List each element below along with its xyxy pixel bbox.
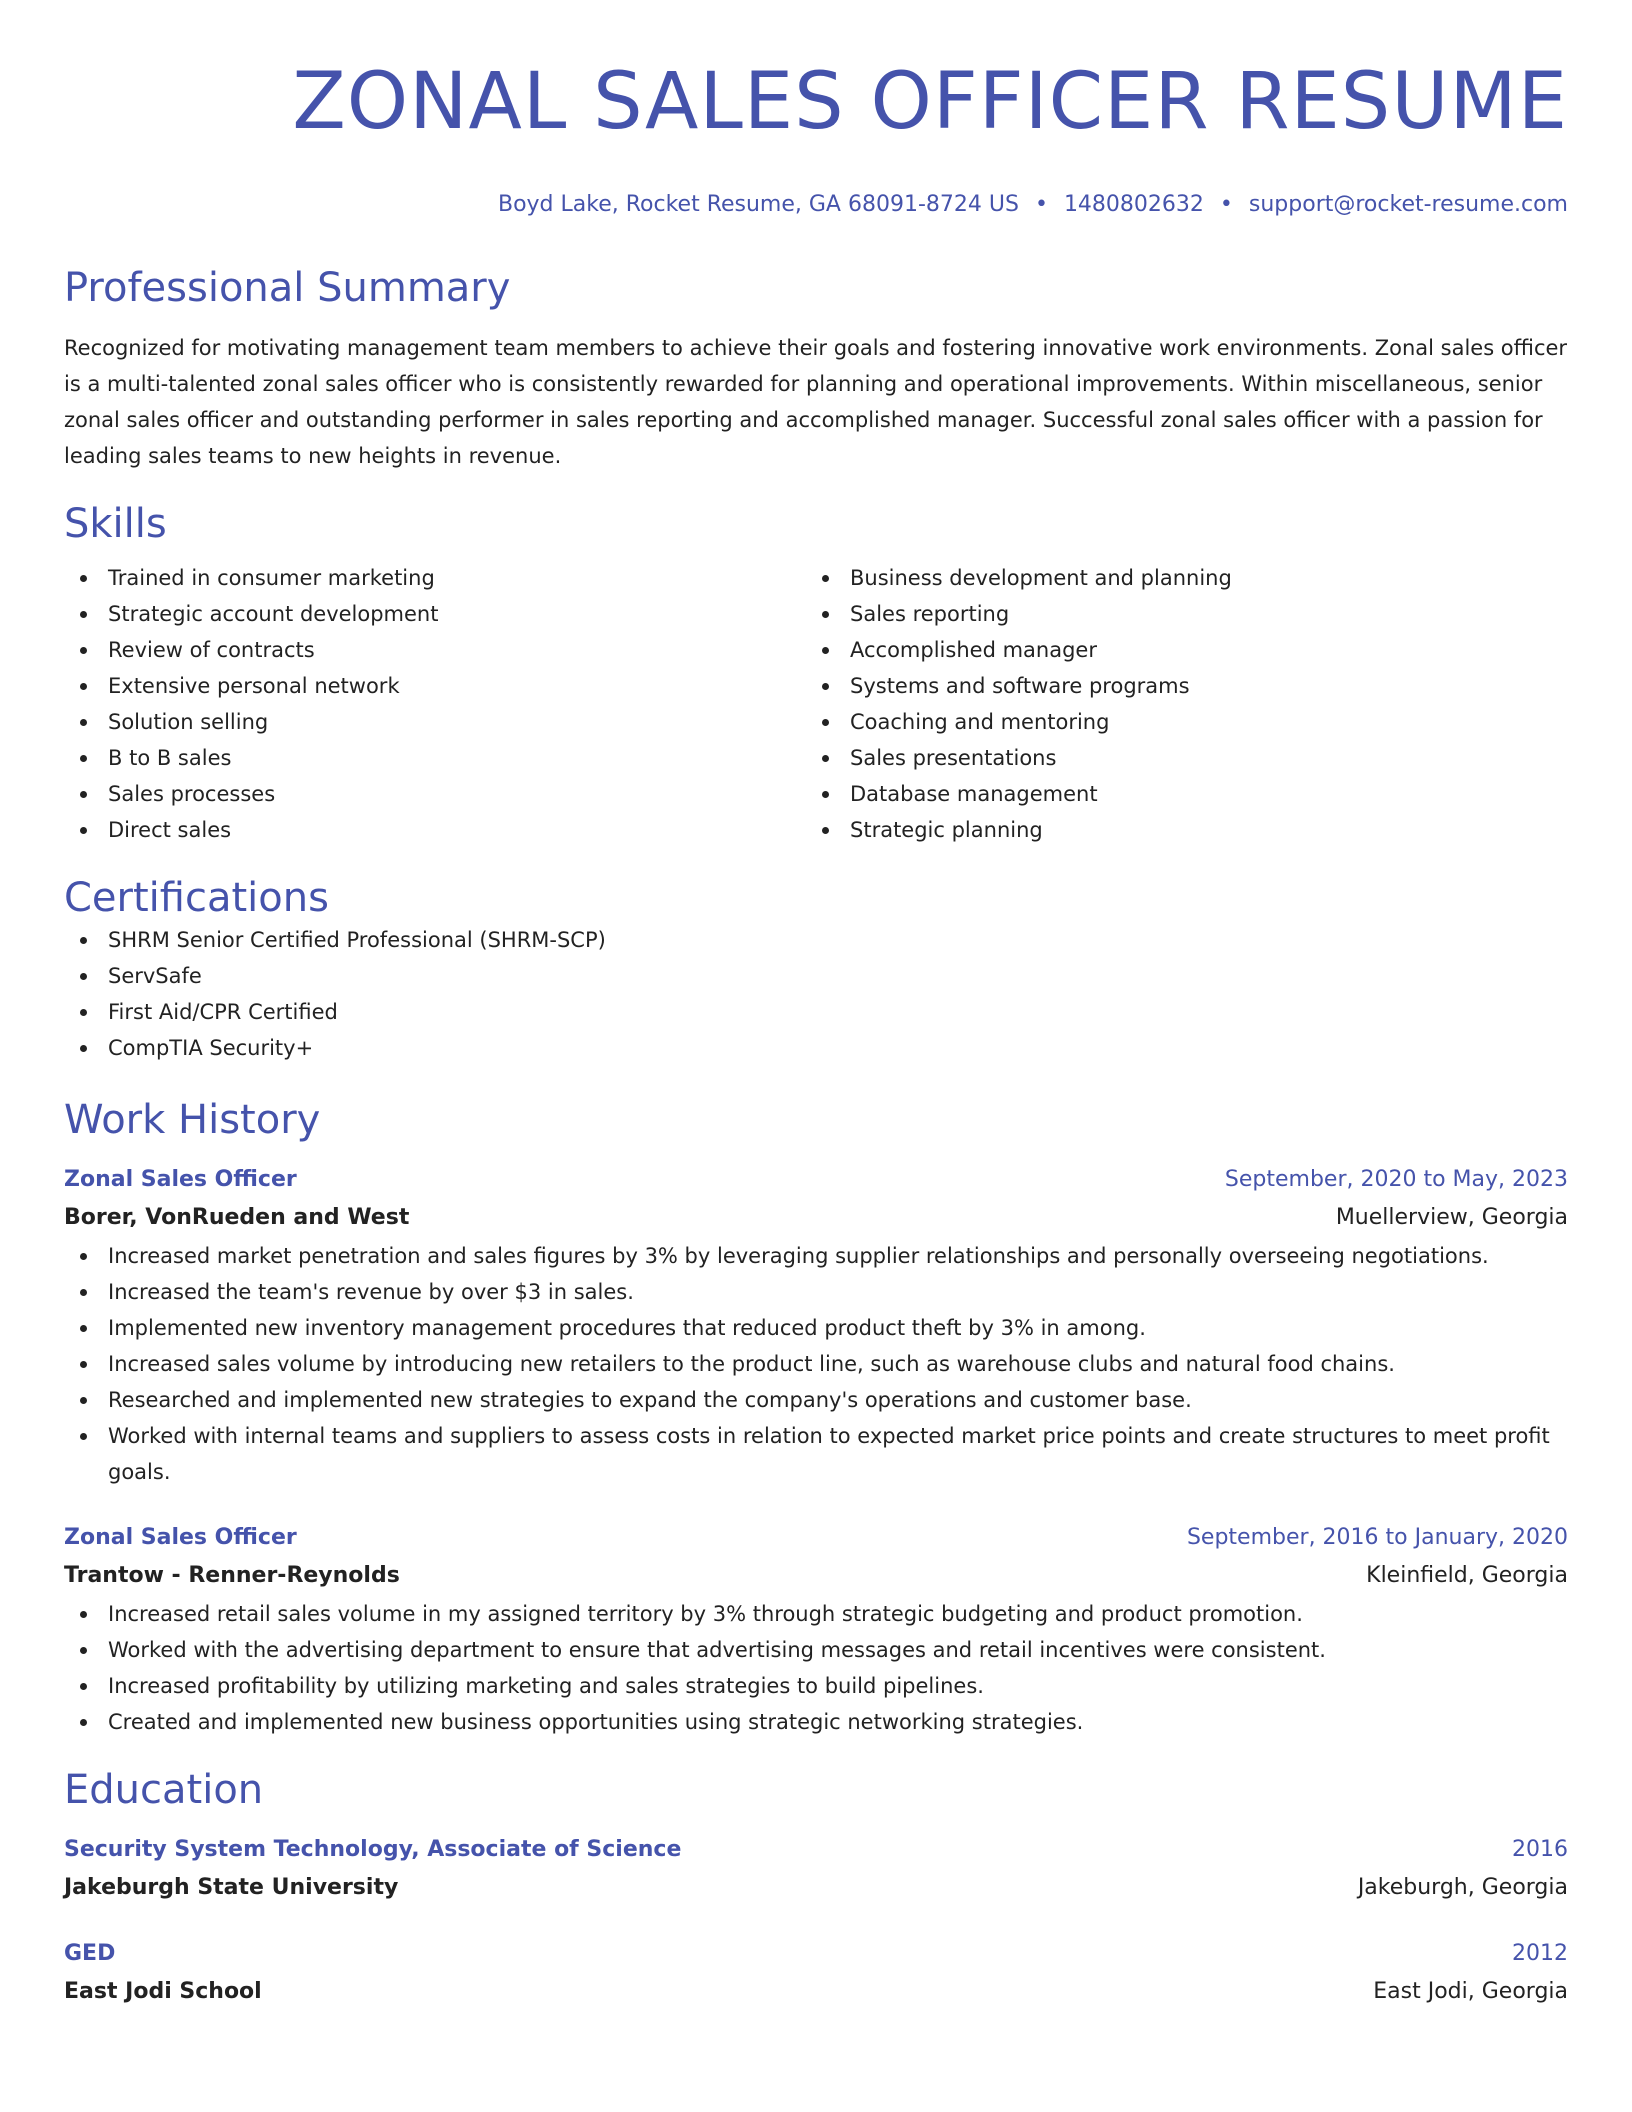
job-duty-item: Increased retail sales volume in my assigned territory by 3% through strategic budgeting and product promotion. bbox=[64, 1596, 1568, 1632]
job-duty-item: Increased the team's revenue by over $3 in sales. bbox=[64, 1274, 1568, 1310]
skills-columns bbox=[64, 560, 1568, 848]
skill-item: Sales processes bbox=[64, 776, 806, 812]
education-year: 2016 bbox=[1512, 1837, 1568, 1862]
job-company: Borer, VonRueden and West bbox=[64, 1205, 410, 1230]
skill-item: B to B sales bbox=[64, 740, 806, 776]
contact-separator: • bbox=[1219, 192, 1233, 217]
certification-item: SHRM Senior Certified Professional (SHRM-SCP) bbox=[64, 922, 1568, 958]
education-degree: GED bbox=[64, 1941, 116, 1966]
education-entry bbox=[64, 1832, 1568, 1908]
resume-title: ZONAL SALES OFFICER RESUME bbox=[292, 57, 1568, 147]
education-school-row bbox=[64, 1972, 1568, 2012]
education-header-row bbox=[64, 1936, 1568, 1972]
skill-item: Strategic planning bbox=[806, 812, 1548, 848]
skills-heading: Skills bbox=[64, 501, 167, 547]
skill-item: Business development and planning bbox=[806, 560, 1548, 596]
job-dates: September, 2016 to January, 2020 bbox=[1186, 1525, 1568, 1550]
skill-item: Trained in consumer marketing bbox=[64, 560, 806, 596]
job-location: Muellerview, Georgia bbox=[1335, 1205, 1568, 1230]
skill-item: Coaching and mentoring bbox=[806, 704, 1548, 740]
skill-item: Direct sales bbox=[64, 812, 806, 848]
job-entry bbox=[64, 1162, 1568, 1490]
summary-text: Recognized for motivating management team members to achieve their goals and fostering innovative work environments. Zonal sales officer is a multi-talented zonal sales officer who is consistently rewarded for planning and operational improvements. Within miscellaneous, senior zonal sales officer and outstanding performer in sales reporting and accomplished manager. Successful zonal sales officer with a passion for leading sales teams to new heights in revenue. bbox=[64, 336, 1568, 468]
skill-item: Strategic account development bbox=[64, 596, 806, 632]
job-title: Zonal Sales Officer bbox=[64, 1167, 297, 1192]
skill-item: Review of contracts bbox=[64, 632, 806, 668]
education-year: 2012 bbox=[1512, 1941, 1568, 1966]
skills-list-right bbox=[806, 560, 1548, 848]
job-duty-item: Worked with internal teams and suppliers to assess costs in relation to expected market price points and create structures to meet profit goals. bbox=[64, 1418, 1568, 1490]
education-school-row bbox=[64, 1868, 1568, 1908]
work-history-heading: Work History bbox=[64, 1097, 321, 1143]
job-title: Zonal Sales Officer bbox=[64, 1525, 297, 1550]
skill-item: Extensive personal network bbox=[64, 668, 806, 704]
contact-phone: 1480802632 bbox=[1063, 192, 1204, 217]
skill-item: Sales presentations bbox=[806, 740, 1548, 776]
education-location: Jakeburgh, Georgia bbox=[1357, 1875, 1568, 1900]
job-location: Kleinfield, Georgia bbox=[1366, 1563, 1568, 1588]
skill-item: Sales reporting bbox=[806, 596, 1548, 632]
certification-item: ServSafe bbox=[64, 958, 1568, 994]
contact-email: support@rocket-resume.com bbox=[1248, 192, 1568, 217]
contact-separator: • bbox=[1034, 192, 1048, 217]
certifications-heading: Certifications bbox=[64, 875, 329, 921]
education-degree: Security System Technology, Associate of Science bbox=[64, 1837, 682, 1862]
job-header-row bbox=[64, 1520, 1568, 1556]
job-dates: September, 2020 to May, 2023 bbox=[1224, 1167, 1568, 1192]
job-company-row bbox=[64, 1198, 1568, 1238]
job-company-row bbox=[64, 1556, 1568, 1596]
education-location: East Jodi, Georgia bbox=[1373, 1979, 1568, 2004]
skill-item: Systems and software programs bbox=[806, 668, 1548, 704]
job-company: Trantow - Renner-Reynolds bbox=[64, 1563, 400, 1588]
skills-list-left bbox=[64, 560, 806, 848]
job-duty-item: Worked with the advertising department to ensure that advertising messages and retail incentives were consistent. bbox=[64, 1632, 1568, 1668]
contact-line bbox=[64, 190, 1568, 220]
job-duty-item: Created and implemented new business opportunities using strategic networking strategies. bbox=[64, 1704, 1568, 1740]
certification-item: CompTIA Security+ bbox=[64, 1030, 1568, 1066]
education-school: East Jodi School bbox=[64, 1979, 262, 2004]
job-duties-list bbox=[64, 1238, 1568, 1490]
job-duty-item: Implemented new inventory management procedures that reduced product theft by 3% in among. bbox=[64, 1310, 1568, 1346]
job-duties-list bbox=[64, 1596, 1568, 1740]
job-entry bbox=[64, 1520, 1568, 1740]
contact-address: Boyd Lake, Rocket Resume, GA 68091-8724 US bbox=[497, 192, 1019, 217]
job-duty-item: Increased sales volume by introducing new retailers to the product line, such as warehouse clubs and natural food chains. bbox=[64, 1346, 1568, 1382]
education-header-row bbox=[64, 1832, 1568, 1868]
job-duty-item: Researched and implemented new strategies to expand the company's operations and customer base. bbox=[64, 1382, 1568, 1418]
certifications-list bbox=[64, 922, 1568, 1066]
job-duty-item: Increased market penetration and sales figures by 3% by leveraging supplier relationships and personally overseeing negotiations. bbox=[64, 1238, 1568, 1274]
skill-item: Solution selling bbox=[64, 704, 806, 740]
skill-item: Database management bbox=[806, 776, 1548, 812]
summary-heading: Professional Summary bbox=[64, 265, 511, 311]
job-duty-item: Increased profitability by utilizing marketing and sales strategies to build pipelines. bbox=[64, 1668, 1568, 1704]
certification-item: First Aid/CPR Certified bbox=[64, 994, 1568, 1030]
education-school: Jakeburgh State University bbox=[64, 1875, 399, 1900]
skill-item: Accomplished manager bbox=[806, 632, 1548, 668]
education-heading: Education bbox=[64, 1767, 264, 1813]
education-entry bbox=[64, 1936, 1568, 2012]
job-header-row bbox=[64, 1162, 1568, 1198]
